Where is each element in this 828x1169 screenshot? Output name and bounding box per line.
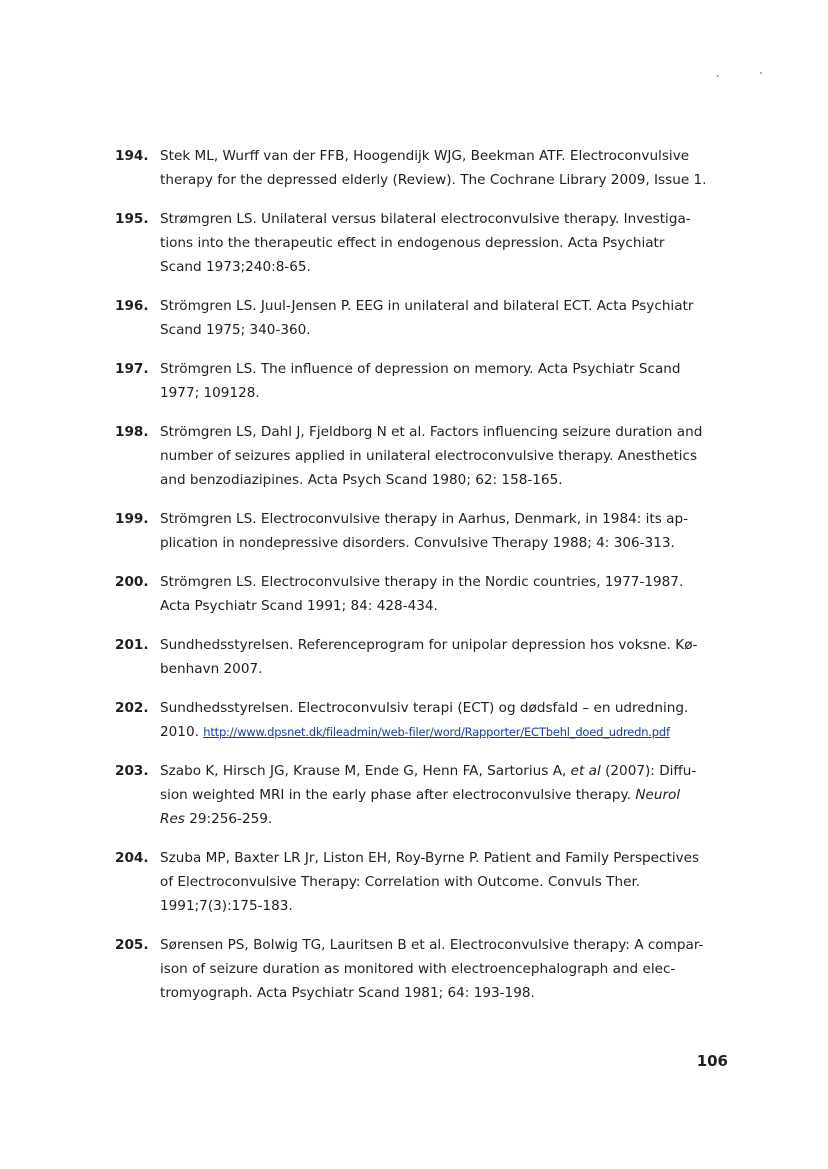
reference-205 — [115, 933, 745, 1005]
reference-line: Stek ML, Wurff van der FFB, Hoogendijk WJG, Beekman ATF. Electroconvulsive — [160, 148, 690, 164]
reference-text — [160, 633, 745, 681]
reference-number: 194. — [115, 148, 149, 164]
reference-200 — [115, 570, 745, 618]
reference-line: of Electroconvulsive Therapy: Correlation with Outcome. Convuls Ther. — [160, 874, 641, 890]
reference-number: 201. — [115, 637, 149, 653]
reference-line: number of seizures applied in unilateral electroconvulsive therapy. Anesthetics — [160, 448, 698, 464]
reference-line — [160, 759, 745, 783]
reference-text — [160, 357, 745, 405]
reference-198 — [115, 420, 745, 492]
reference-line: Strømgren LS. Unilateral versus bilateral electroconvulsive therapy. Investiga- — [160, 211, 691, 227]
report-link[interactable]: http://www.dpsnet.dk/fileadmin/web-filer/word/Rapporter/ECTbehl_doed_udredn.pdf — [203, 725, 670, 739]
page-number: 106 — [696, 1052, 728, 1070]
reference-line: tromyograph. Acta Psychiatr Scand 1981; 64: 193-198. — [160, 985, 535, 1001]
reference-line: Strömgren LS. Electroconvulsive therapy in Aarhus, Denmark, in 1984: its ap- — [160, 511, 689, 527]
reference-number: 204. — [115, 850, 149, 866]
reference-line: 1977; 109128. — [160, 385, 260, 401]
reference-text — [160, 570, 745, 618]
reference-text — [160, 846, 745, 918]
journal-name: Neurol — [635, 787, 681, 803]
reference-authors: Szabo K, Hirsch JG, Krause M, Ende G, Henn FA, Sartorius A, — [160, 763, 571, 779]
reference-text — [160, 759, 745, 831]
reference-197 — [115, 357, 745, 405]
reference-195 — [115, 207, 745, 279]
reference-line — [160, 807, 745, 831]
reference-text — [160, 144, 745, 192]
reference-number: 200. — [115, 574, 149, 590]
reference-list — [115, 144, 745, 1020]
reference-line — [160, 783, 745, 807]
reference-line: and benzodiazipines. Acta Psych Scand 1980; 62: 158-165. — [160, 472, 563, 488]
reference-202 — [115, 696, 745, 744]
reference-year: (2007): Diffu- — [600, 763, 697, 779]
reference-title: sion weighted MRI in the early phase after electroconvulsive therapy. — [160, 787, 636, 803]
reference-line: Scand 1973;240:8-65. — [160, 259, 311, 275]
reference-number: 196. — [115, 298, 149, 314]
reference-volume: 29:256-259. — [184, 811, 273, 827]
reference-201 — [115, 633, 745, 681]
reference-number: 203. — [115, 763, 149, 779]
reference-year: 2010. — [160, 724, 204, 740]
reference-line: ison of seizure duration as monitored with electroencephalograph and elec- — [160, 961, 676, 977]
reference-line: Strömgren LS, Dahl J, Fjeldborg N et al. Factors influencing seizure duration and — [160, 424, 703, 440]
reference-line: Sundhedsstyrelsen. Referenceprogram for unipolar depression hos voksne. Kø- — [160, 637, 698, 653]
reference-line: Sundhedsstyrelsen. Electroconvulsiv terapi (ECT) og dødsfald – en udredning. — [160, 700, 689, 716]
et-al: et al — [570, 763, 601, 779]
reference-204 — [115, 846, 745, 918]
reference-line: Acta Psychiatr Scand 1991; 84: 428-434. — [160, 598, 438, 614]
reference-number: 205. — [115, 937, 149, 953]
reference-line: therapy for the depressed elderly (Review). The Cochrane Library 2009, Issue 1. — [160, 172, 707, 188]
reference-text — [160, 420, 745, 492]
reference-line: Sørensen PS, Bolwig TG, Lauritsen B et al. Electroconvulsive therapy: A compar- — [160, 937, 704, 953]
reference-text — [160, 294, 745, 342]
reference-number: 199. — [115, 511, 149, 527]
reference-203 — [115, 759, 745, 831]
reference-text — [160, 933, 745, 1005]
reference-line: Scand 1975; 340-360. — [160, 322, 311, 338]
reference-line: plication in nondepressive disorders. Convulsive Therapy 1988; 4: 306-313. — [160, 535, 675, 551]
reference-196 — [115, 294, 745, 342]
reference-number: 202. — [115, 700, 149, 716]
reference-line: tions into the therapeutic effect in endogenous depression. Acta Psychiatr — [160, 235, 665, 251]
scan-specks — [712, 72, 772, 80]
journal-name: Res — [160, 811, 185, 827]
reference-text — [160, 207, 745, 279]
reference-line: Szuba MP, Baxter LR Jr, Liston EH, Roy-Byrne P. Patient and Family Perspectives — [160, 850, 700, 866]
reference-line — [160, 720, 745, 744]
reference-line: Strömgren LS. Electroconvulsive therapy in the Nordic countries, 1977-1987. — [160, 574, 684, 590]
reference-line: Strömgren LS. The influence of depression on memory. Acta Psychiatr Scand — [160, 361, 681, 377]
reference-194 — [115, 144, 745, 192]
reference-number: 198. — [115, 424, 149, 440]
reference-199 — [115, 507, 745, 555]
reference-number: 195. — [115, 211, 149, 227]
scan-speck — [717, 75, 719, 77]
reference-text — [160, 696, 745, 744]
scan-speck — [760, 72, 762, 74]
reference-line: Strömgren LS. Juul-Jensen P. EEG in unilateral and bilateral ECT. Acta Psychiatr — [160, 298, 694, 314]
reference-text — [160, 507, 745, 555]
reference-line: 1991;7(3):175-183. — [160, 898, 293, 914]
reference-line: benhavn 2007. — [160, 661, 263, 677]
reference-number: 197. — [115, 361, 149, 377]
